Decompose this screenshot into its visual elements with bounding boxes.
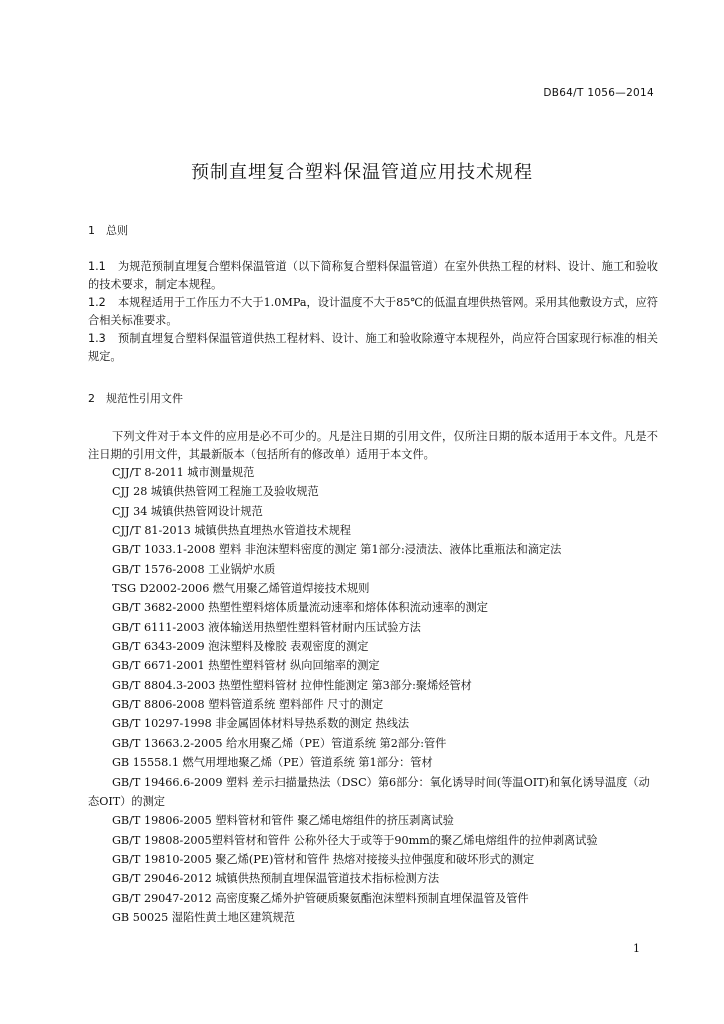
reference-item: GB/T 10297-1998 非金属固体材料导热系数的测定 热线法 — [112, 717, 410, 731]
reference-item: CJJ/T 8-2011 城市测量规范 — [112, 466, 255, 479]
general-clauses — [88, 258, 658, 366]
section-heading-general — [88, 222, 128, 238]
section-title: 规范性引用文件 — [106, 392, 183, 405]
reference-item: CJJ 28 城镇供热管网工程施工及验收规范 — [112, 485, 319, 499]
clause-text: 预制直埋复合塑料保温管道供热工程材料、设计、施工和验收除遵守本规程外，尚应符合国家现行标准的相关规定。 — [88, 332, 658, 363]
reference-item: TSG D2002-2006 燃气用聚乙烯管道焊接技术规则 — [112, 582, 370, 596]
clause-number: 1.1 — [88, 260, 106, 273]
reference-item: GB/T 6671-2001 热塑性塑料管材 纵向回缩率的测定 — [112, 659, 380, 673]
document-title: 预制直埋复合塑料保温管道应用技术规程 — [191, 162, 533, 183]
references-intro: 下列文件对于本文件的应用是必不可少的。凡是注日期的引用文件，仅所注日期的版本适用于本文件。凡是不注日期的引用文件，其最新版本（包括所有的修改单）适用于本文件。 — [88, 430, 658, 461]
reference-item: GB/T 1576-2008 工业锅炉水质 — [112, 562, 276, 576]
clause-text: 本规程适用于工作压力不大于1.0MPa，设计温度不大于85℃的低温直埋供热管网。采用其他敷设方式，应符合相关标准要求。 — [88, 296, 658, 327]
reference-item: CJJ 34 城镇供热管网设计规范 — [112, 504, 263, 518]
reference-item: GB/T 13663.2-2005 给水用聚乙烯（PE）管道系统 第2部分:管件 — [112, 736, 447, 750]
page-number: 1 — [633, 942, 640, 955]
reference-item: GB/T 29046-2012 城镇供热预制直埋保温管道技术指标检测方法 — [112, 872, 440, 886]
reference-list — [88, 463, 658, 927]
clause-number: 1.3 — [88, 332, 106, 345]
clause-number: 1.2 — [88, 296, 106, 309]
clause-1-1 — [88, 258, 658, 294]
reference-item: GB/T 8804.3-2003 热塑性塑料管材 拉伸性能测定 第3部分:聚烯烃管材 — [112, 678, 472, 692]
reference-item: GB/T 8806-2008 塑料管道系统 塑料部件 尺寸的测定 — [112, 698, 384, 712]
section-number: 1 — [88, 224, 95, 237]
reference-item: GB 15558.1 燃气用埋地聚乙烯（PE）管道系统 第1部分：管材 — [112, 756, 433, 770]
reference-item: GB/T 29047-2012 高密度聚乙烯外护管硬质聚氨酯泡沫塑料预制直埋保温管及管件 — [112, 891, 529, 905]
clause-1-2 — [88, 294, 658, 330]
reference-item: GB/T 1033.1-2008 塑料 非泡沫塑料密度的测定 第1部分:浸渍法、液体比重瓶法和滴定法 — [112, 543, 562, 557]
section-title: 总则 — [106, 224, 128, 237]
document-code: DB64/T 1056—2014 — [543, 87, 654, 99]
reference-item: GB/T 19810-2005 聚乙烯(PE)管材和管件 热熔对接接头拉伸强度和破坏形式的测定 — [112, 852, 535, 866]
reference-item: GB/T 19808-2005塑料管材和管件 公称外径大于或等于90mm的聚乙烯电熔组件的拉伸剥离试验 — [112, 833, 598, 847]
reference-item: GB/T 19806-2005 塑料管材和管件 聚乙烯电熔组件的挤压剥离试验 — [112, 814, 454, 828]
reference-item: GB/T 3682-2000 热塑性塑料熔体质量流动速率和熔体体积流动速率的测定 — [112, 601, 488, 615]
clause-1-3 — [88, 330, 658, 366]
clause-text: 为规范预制直埋复合塑料保温管道（以下简称复合塑料保温管道）在室外供热工程的材料、设计、施工和验收的技术要求，制定本规程。 — [88, 260, 658, 291]
reference-item: GB/T 19466.6-2009 塑料 差示扫描量热法（DSC）第6部分：氧化诱导时间(等温OIT)和氧化诱导温度（动态OIT）的测定 — [88, 775, 650, 808]
reference-item: CJJ/T 81-2013 城镇供热直埋热水管道技术规程 — [112, 524, 351, 538]
section-number: 2 — [88, 392, 95, 405]
reference-item: GB/T 6111-2003 液体输送用热塑性塑料管材耐内压试验方法 — [112, 620, 421, 634]
section-heading-normative-references — [88, 390, 183, 406]
reference-item: GB 50025 湿陷性黄土地区建筑规范 — [112, 910, 295, 924]
reference-item: GB/T 6343-2009 泡沫塑料及橡胶 表观密度的测定 — [112, 640, 369, 654]
